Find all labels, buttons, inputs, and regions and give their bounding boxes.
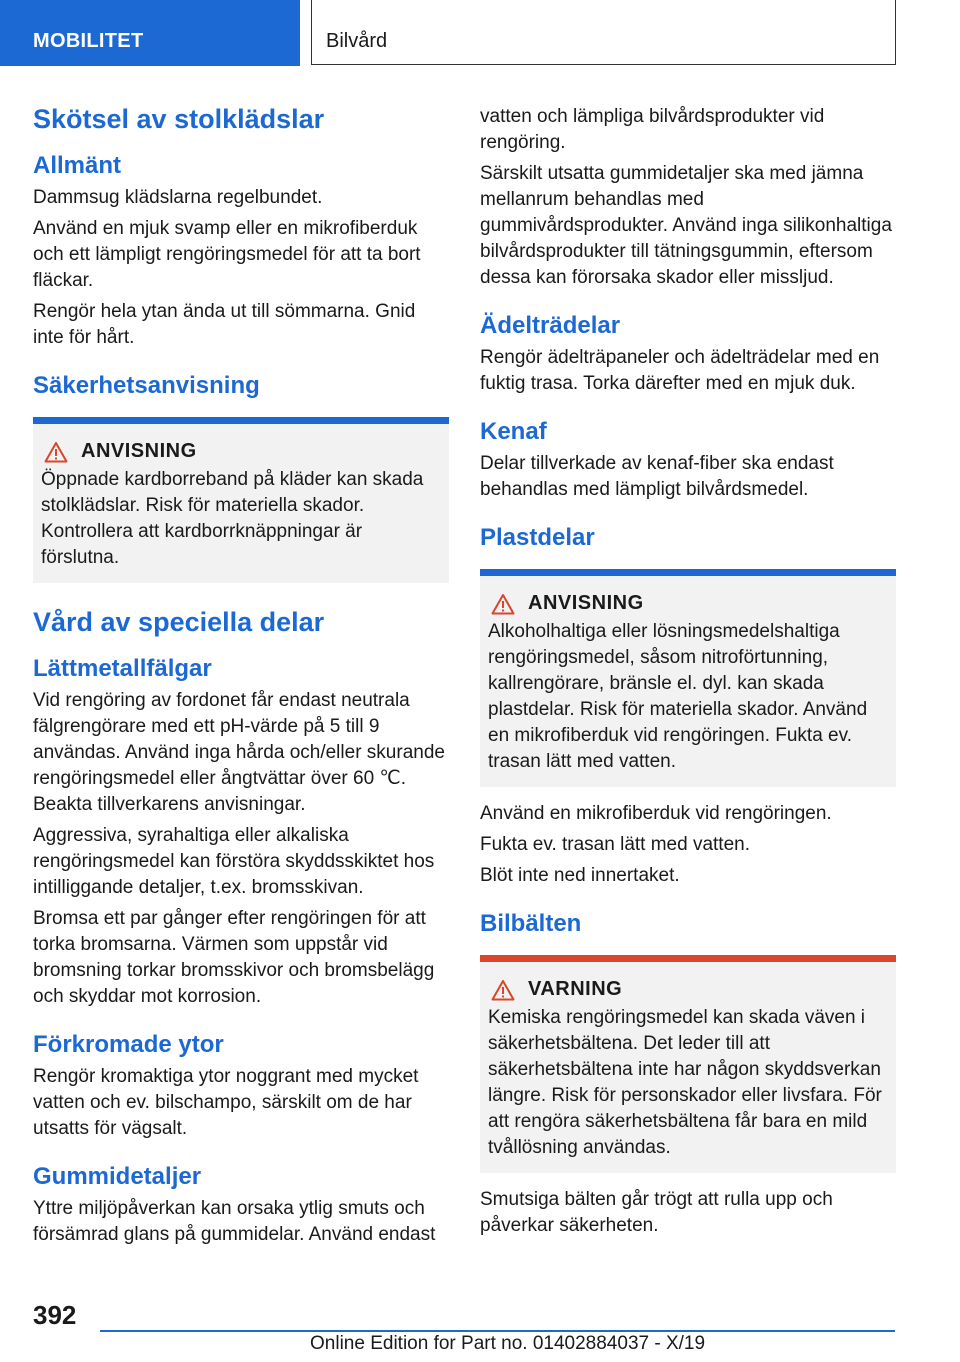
right-column: [480, 104, 896, 1239]
warning-triangle-icon: [44, 441, 68, 463]
paragraph: Dammsug klädslarna regelbundet.: [33, 187, 323, 209]
paragraph: Fukta ev. trasan lätt med vatten.: [480, 834, 750, 855]
paragraph: vatten och lämpliga bilvårdsprodukter vid rengöring.: [480, 106, 825, 153]
header-section-tab: [0, 0, 300, 66]
paragraph: Rengör hela ytan ända ut till sömmarna. Gnid inte för hårt.: [33, 301, 416, 349]
paragraph: Delar tillverkade av kenaf-fiber ska endast behandlas med lämpligt bilvårdsmedel.: [480, 453, 834, 500]
paragraph: Använd en mjuk svamp eller en mikrofiberduk och ett lämpligt rengöringsmedel för att ta bort fläckar.: [33, 218, 421, 292]
paragraph: Vid rengöring av fordonet får endast neutrala fälgrengörare med ett pH-värde på 5 till 9 användas. Använd inga hårda och/eller skurande rengöringsmedel eller ångtvättar över 60 ℃. Beakta tillverkarens anvisningar.: [33, 690, 445, 816]
warning-box: [480, 955, 896, 1173]
paragraph: Rengör kromaktiga ytor noggrant med mycket vatten och ev. bilschampo, särskilt om de har utsatts för vägsalt.: [33, 1066, 419, 1140]
footer-edition-text: Online Edition for Part no. 01402884037 - X/19: [310, 1333, 706, 1354]
section-title-vard-av-speciella-delar: Vård av speciella delar: [33, 607, 325, 638]
paragraph: Blöt inte ned innertaket.: [480, 865, 680, 886]
paragraph: Särskilt utsatta gummidetaljer ska med jämna mellanrum behandlas med gummivårdsprodukter. Använd inga silikonhaltiga bilvårdsprodukter till tätningsgummin, eftersom dessa kan förorsaka skador eller missljud.: [480, 163, 892, 288]
heading-plastdelar: Plastdelar: [480, 524, 595, 551]
paragraph: Rengör ädelträpaneler och ädelträdelar med en fuktig trasa. Torka därefter med en mjuk duk.: [480, 347, 880, 394]
notice-box: [33, 417, 449, 583]
paragraph: Bromsa ett par gånger efter rengöringen för att torka bromsarna. Värmen som uppstår vid bromsning torkar bromsskivor och bromsbelägg och skyddar mot korrosion.: [33, 908, 435, 1008]
heading-kenaf: Kenaf: [480, 418, 547, 445]
notice-label: ANVISNING: [81, 440, 197, 463]
header-section-label: MOBILITET: [33, 30, 144, 52]
notice-text: Öppnade kardborreband på kläder kan skada stolklädslar. Risk för materiella skador. Kontrollera att kardborrknäppningar är förslutna.: [41, 469, 424, 569]
left-column: [33, 100, 449, 1248]
notice-box: [480, 569, 896, 787]
heading-sakerhetsanvisning: Säkerhetsanvisning: [33, 372, 260, 400]
heading-lattmetallfalgar: Lättmetallfälgar: [33, 655, 212, 683]
paragraph: Aggressiva, syrahaltiga eller alkaliska rengöringsmedel kan förstöra skyddsskiktet hos intilliggande detaljer, t.ex. bromsskivan.: [33, 825, 435, 899]
heading-bilbalten: Bilbälten: [480, 910, 582, 937]
notice-label: ANVISNING: [528, 592, 644, 614]
paragraph: Smutsiga bälten går trögt att rulla upp och påverkar säkerheten.: [480, 1189, 833, 1236]
header-chapter-box: [311, 0, 896, 65]
notice-text: Alkoholhaltiga eller lösningsmedelshaltiga rengöringsmedel, såsom nitroförtunning, kallrengörare, bränsle el. dyl. kan skada plastdelar. Risk för materiella skador. Använd en mikrofiberduk vid rengöringen. Fukta ev. trasan lätt med vatten.: [488, 621, 868, 772]
heading-forkromade-ytor: Förkromade ytor: [33, 1031, 224, 1059]
heading-adeltradelar: Ädelträdelar: [480, 312, 621, 339]
warning-triangle-icon: [491, 593, 515, 615]
paragraph: Yttre miljöpåverkan kan orsaka ytlig smuts och försämrad glans på gummidelar. Använd endast: [33, 1198, 436, 1246]
header-chapter-label: Bilvård: [326, 30, 388, 52]
footer-divider: [100, 1330, 895, 1332]
warning-triangle-icon: [491, 979, 515, 1001]
heading-allmant: Allmänt: [33, 152, 122, 180]
section-title-stolkladslar: Skötsel av stolklädslar: [33, 104, 325, 134]
heading-gummidetaljer: Gummidetaljer: [33, 1163, 202, 1191]
warning-label: VARNING: [528, 978, 623, 1000]
paragraph: Använd en mikrofiberduk vid rengöringen.: [480, 803, 832, 824]
page-number: 392: [33, 1300, 77, 1330]
warning-text: Kemiska rengöringsmedel kan skada väven i säkerhetsbältena. Det leder till att säkerhetsbältena inte har någon skyddsverkan längre. Risk för personskador eller livsfara. För att rengöra säkerhetsbältena får bara en mild tvållösning användas.: [488, 1007, 882, 1158]
